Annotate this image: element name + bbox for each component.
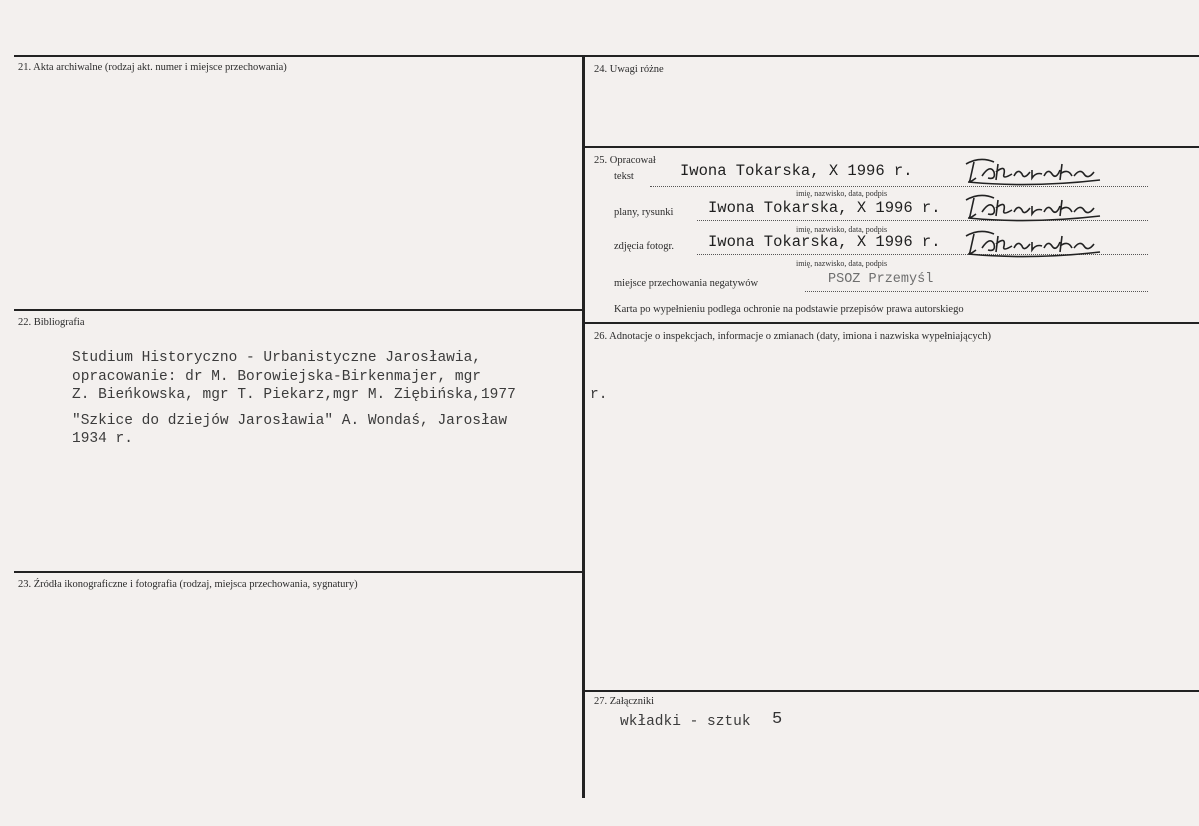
zdjecia-value: Iwona Tokarska, X 1996 r. [708, 233, 941, 251]
zdjecia-label: zdjęcia fotogr. [614, 241, 675, 252]
right-rule-25 [585, 146, 1199, 148]
miejsce-value: PSOZ Przemyśl [828, 272, 934, 287]
tekst-value: Iwona Tokarska, X 1996 r. [680, 162, 913, 180]
bibliography-line-4: "Szkice do dziejów Jarosławia" A. Wondaś, Jarosław [72, 413, 508, 429]
bibliography-line-2: opracowanie: dr M. Borowiejska-Birkenmajer, mgr [72, 369, 481, 385]
left-rule-23 [14, 571, 582, 573]
center-divider [582, 55, 585, 798]
signature-plany [960, 190, 1115, 222]
section-21-label: 21. Akta archiwalne (rodzaj akt. numer i miejsce przechowania) [18, 62, 287, 73]
section-26-label: 26. Adnotacje o inspekcjach, informacje o zmianach (daty, imiona i nazwiska wypełniających) [594, 331, 992, 342]
top-rule [14, 55, 1199, 57]
plany-caption: imię, nazwisko, data, podpis [796, 225, 888, 234]
zdjecia-caption: imię, nazwisko, data, podpis [796, 259, 888, 268]
bibliography-line-5: 1934 r. [72, 431, 133, 447]
bibliography-line-3: Z. Bieńkowska, mgr T. Piekarz,mgr M. Ziębińska,1977 [72, 387, 516, 403]
right-rule-27 [585, 690, 1199, 692]
miejsce-dotted-line [805, 291, 1148, 292]
attachments-text: wkładki - sztuk [620, 714, 751, 730]
tekst-label: tekst [614, 171, 634, 182]
left-rule-22 [14, 309, 582, 311]
signature-tekst [960, 154, 1115, 186]
copyright-note: Karta po wypełnieniu podlega ochronie na podstawie przepisów prawa autorskiego [614, 304, 964, 315]
plany-value: Iwona Tokarska, X 1996 r. [708, 199, 941, 217]
signature-zdjecia [960, 226, 1115, 258]
right-rule-26 [585, 322, 1199, 324]
attachments-count: 5 [772, 710, 783, 729]
plany-label: plany, rysunki [614, 207, 674, 218]
section-23-label: 23. Źródła ikonograficzne i fotografia (rodzaj, miejsca przechowania, sygnatury) [18, 579, 358, 590]
section-24-label: 24. Uwagi różne [594, 64, 664, 75]
bibliography-line-1: Studium Historyczno - Urbanistyczne Jarosławia, [72, 350, 481, 366]
miejsce-label: miejsce przechowania negatywów [614, 278, 759, 289]
tekst-caption: imię, nazwisko, data, podpis [796, 189, 888, 198]
section-22-label: 22. Bibliografia [18, 317, 85, 328]
tekst-dotted-line [650, 186, 1148, 187]
bibliography-line-3-tail: r. [590, 387, 608, 403]
section-27-label: 27. Załączniki [594, 696, 655, 707]
section-25-label: 25. Opracował [594, 155, 656, 166]
